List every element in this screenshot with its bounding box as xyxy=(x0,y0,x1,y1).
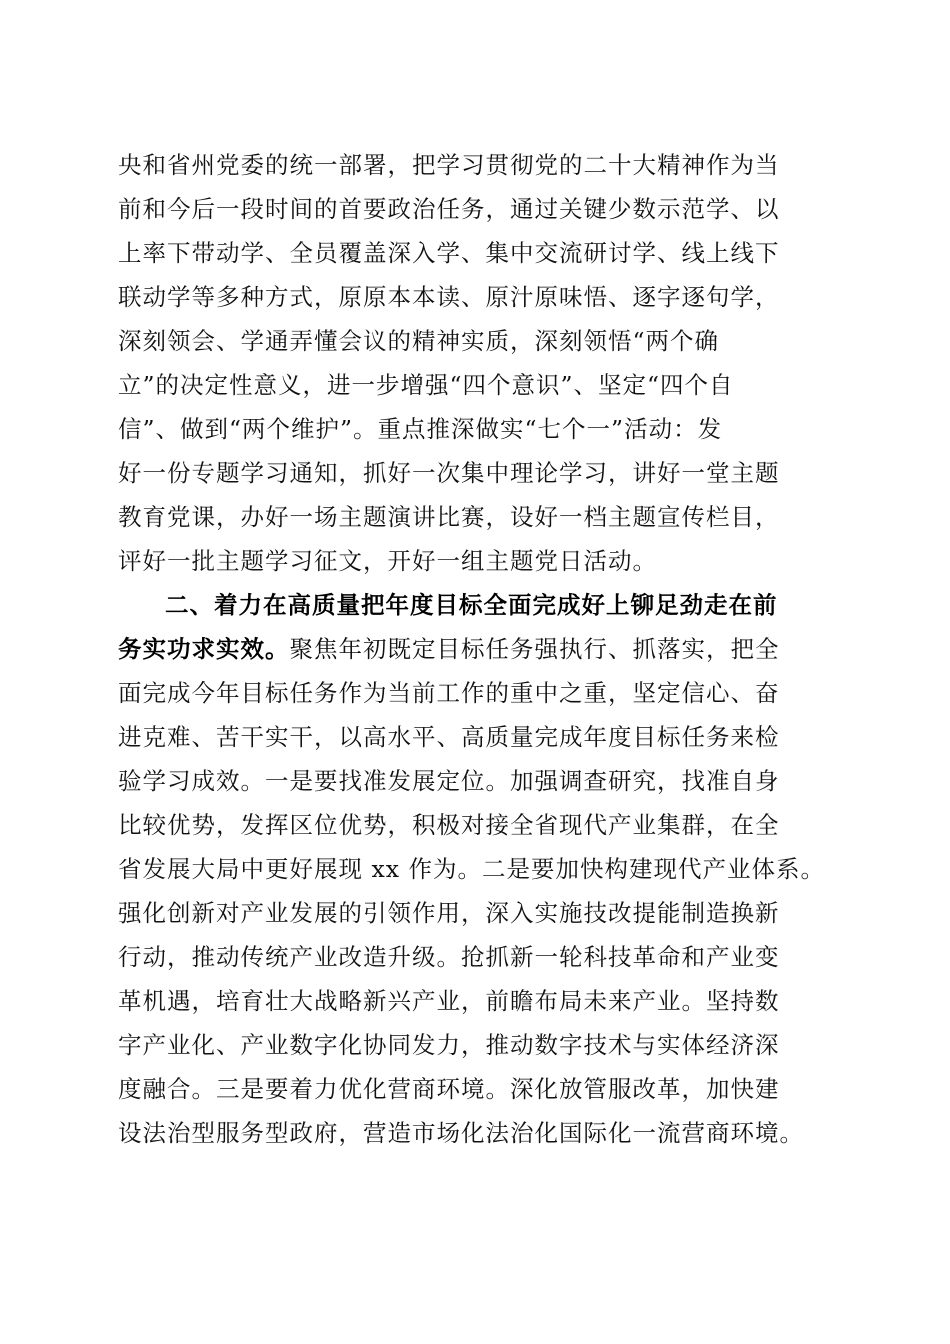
text-line: 强化创新对产业发展的引领作用，深入实施技改提能制造换新 xyxy=(118,899,780,927)
text-line: 面完成今年目标任务作为当前工作的重中之重，坚定信心、奋 xyxy=(118,679,780,707)
section-heading: 二、着力在高质量把年度目标全面完成好上铆足劲走在前 xyxy=(165,591,778,619)
text-line: 信”、做到“两个维护”。重点推深做实“七个一”活动：发 xyxy=(118,415,723,443)
paragraph-1 xyxy=(118,143,838,583)
text-line: 教育党课，办好一场主题演讲比赛，设好一档主题宣传栏目， xyxy=(118,503,780,531)
text-line: 革机遇，培育壮大战略新兴产业，前瞻布局未来产业。坚持数 xyxy=(118,987,780,1015)
text-line: 好一份专题学习通知，抓好一次集中理论学习，讲好一堂主题 xyxy=(118,459,780,487)
section-heading-line xyxy=(118,583,838,627)
text-line: 验学习成效。一是要找准发展定位。加强调查研究，找准自身 xyxy=(118,767,780,795)
text-line: 省发展大局中更好展现 xx 作为。二是要加快构建现代产业体系。 xyxy=(118,855,825,883)
text-line xyxy=(118,627,838,671)
text-line: 比较优势，发挥区位优势，积极对接全省现代产业集群，在全 xyxy=(118,811,780,839)
text-line: 前和今后一段时间的首要政治任务，通过关键少数示范学、以 xyxy=(118,195,780,223)
paragraph-2 xyxy=(118,583,838,1155)
text-line: 设法治型服务型政府，营造市场化法治化国际化一流营商环境。 xyxy=(118,1119,804,1147)
text-line: 度融合。三是要着力优化营商环境。深化放管服改革，加快建 xyxy=(118,1075,780,1103)
text-line: 进克难、苦干实干，以高水平、高质量完成年度目标任务来检 xyxy=(118,723,780,751)
text-line: 央和省州党委的统一部署，把学习贯彻党的二十大精神作为当 xyxy=(118,151,780,179)
document-body xyxy=(118,143,838,1155)
text-line: 字产业化、产业数字化协同发力，推动数字技术与实体经济深 xyxy=(118,1031,780,1059)
text-line: 立”的决定性意义，进一步增强“四个意识”、坚定“四个自 xyxy=(118,371,734,399)
text-line: 行动，推动传统产业改造升级。抢抓新一轮科技革命和产业变 xyxy=(118,943,780,971)
text-segment: 聚焦年初既定目标任务强执行、抓落实，把全 xyxy=(289,635,780,663)
text-line: 上率下带动学、全员覆盖深入学、集中交流研讨学、线上线下 xyxy=(118,239,780,267)
text-line: 联动学等多种方式，原原本本读、原汁原味悟、逐字逐句学， xyxy=(118,283,780,311)
text-line: 深刻领会、学通弄懂会议的精神实质，深刻领悟“两个确 xyxy=(118,327,720,355)
text-line: 评好一批主题学习征文，开好一组主题党日活动。 xyxy=(118,547,657,575)
section-heading-continuation: 务实功求实效。 xyxy=(118,635,290,663)
